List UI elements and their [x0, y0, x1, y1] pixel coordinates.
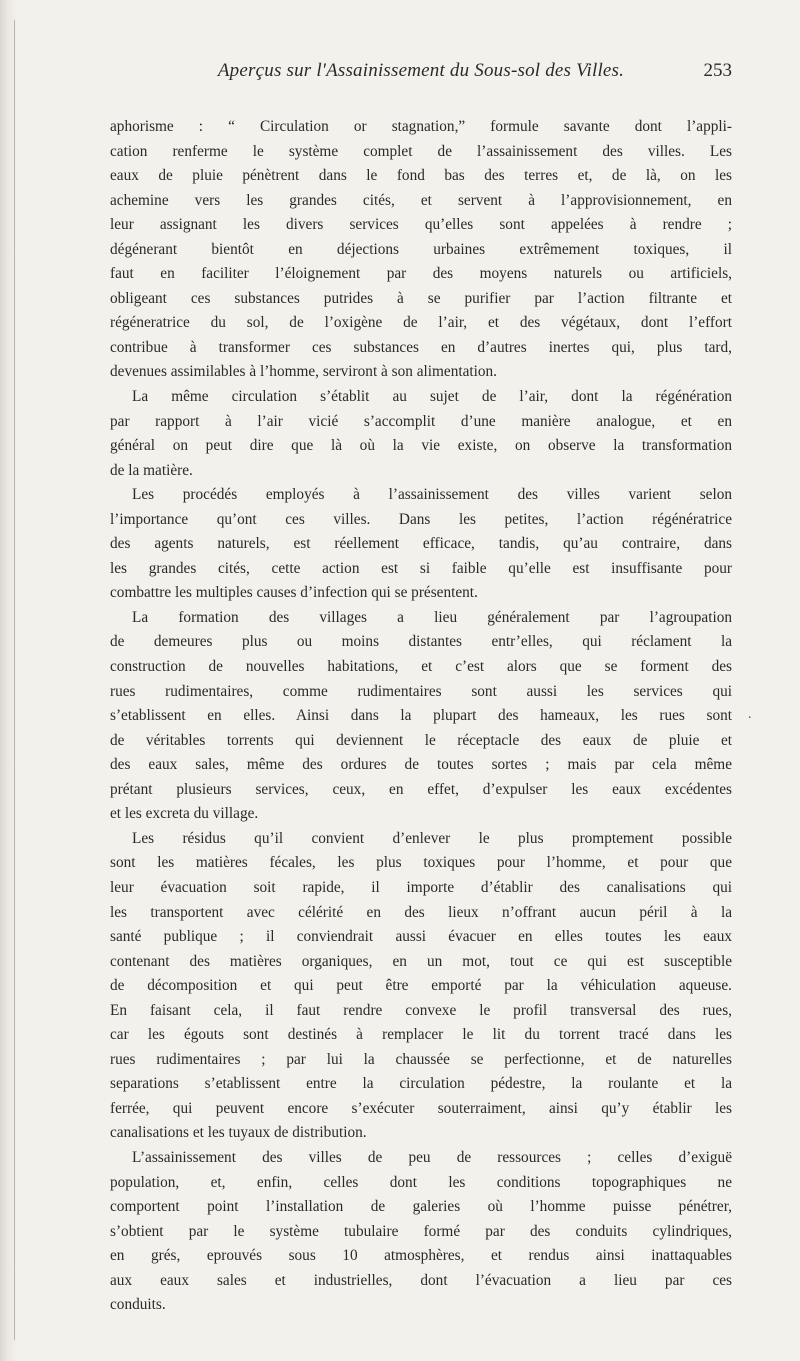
text-line: La même circulation s’établit au sujet de l’air, dont la régénération — [132, 388, 732, 406]
page-header — [110, 60, 732, 90]
text-line: s’obtient par le système tubulaire formé par des conduits cylindriques, — [110, 1222, 732, 1240]
text-line: faut en faciliter l’éloignement par des moyens naturels ou artificiels, — [110, 265, 732, 283]
body-text — [110, 115, 732, 1318]
text-line: leur assignant les divers services qu’elles sont appelées à rendre ; — [110, 216, 732, 234]
text-line: de demeures plus ou moins distantes entr’elles, qui réclament la — [110, 633, 732, 651]
text-line: construction de nouvelles habitations, et c’est alors que se forment des — [110, 658, 732, 676]
text-line: comportent point l’installation de galeries où l’homme puisse pénétrer, — [110, 1198, 732, 1216]
running-title: Aperçus sur l'Assainissement du Sous-sol des Villes. — [217, 60, 625, 81]
text-line: des eaux sales, même des ordures de toutes sortes ; mais par cela même — [110, 756, 732, 774]
text-line: prétant plusieurs services, ceux, en effet, d’expulser les eaux excédentes — [110, 780, 732, 798]
text-line: contenant des matières organiques, en un mot, tout ce qui est susceptible — [110, 952, 732, 970]
text-line: aphorisme : “ Circulation or stagnation,” formule savante dont l’appli- — [110, 118, 732, 135]
margin-mark: . — [748, 707, 752, 722]
text-line: Les résidus qu’il convient d’enlever le plus promptement possible — [132, 829, 732, 847]
text-line: contribue à transformer ces substances en d’autres inertes qui, plus tard, — [110, 338, 732, 356]
text-line: des agents naturels, est réellement efficace, tandis, qu’au contraire, dans — [110, 535, 732, 553]
text-line: rues rudimentaires ; par lui la chaussée se perfectionne, et de naturelles — [110, 1050, 732, 1068]
text-line: population, et, enfin, celles dont les conditions topographiques ne — [110, 1173, 732, 1191]
text-line: les grandes cités, cette action est si faible qu’elle est insuffisante pour — [110, 559, 732, 577]
text-line: cation renferme le système complet de l’assainissement des villes. Les — [110, 142, 732, 160]
text-line: devenues assimilables à l’homme, serviront à son alimentation. — [110, 363, 498, 381]
binding-edge — [14, 20, 15, 1340]
text-line: général on peut dire que là où la vie existe, on observe la transformation — [110, 437, 732, 455]
text-line: leur évacuation soit rapide, il importe d’établir des canalisations qui — [110, 878, 732, 896]
text-line: L’assainissement des villes de peu de ressources ; celles d’exiguë — [132, 1148, 732, 1166]
text-line: eaux de pluie pénètrent dans le fond bas des terres et, de là, on les — [110, 167, 732, 185]
text-line: dégénerant bientôt en déjections urbaines extrêmement toxiques, il — [110, 240, 732, 258]
page-number: 253 — [703, 60, 732, 81]
text-line: de décomposition et qui peut être emporté par la véhiculation aqueuse. — [110, 977, 732, 995]
text-line: par rapport à l’air vicié s’accomplit d’une manière analogue, et en — [110, 412, 732, 430]
text-line: La formation des villages a lieu généralement par l’agroupation — [132, 608, 732, 626]
text-line: obligeant ces substances putrides à se purifier par l’action filtrante et — [110, 289, 732, 307]
text-line: en grés, eprouvés sous 10 atmosphères, et rendus ainsi inattaquables — [110, 1247, 732, 1265]
text-line: rues rudimentaires, comme rudimentaires sont aussi les services qui — [110, 682, 732, 700]
text-line: canalisations et les tuyaux de distribution. — [110, 1124, 367, 1142]
text-line: de véritables torrents qui deviennent le réceptacle des eaux de pluie et — [110, 731, 732, 749]
text-line: de la matière. — [110, 461, 193, 479]
text-line: conduits. — [110, 1296, 166, 1314]
text-line: les transportent avec célérité en des lieux n’offrant aucun péril à la — [110, 903, 732, 921]
text-line: car les égouts sont destinés à remplacer le lit du torrent tracé dans les — [110, 1026, 732, 1044]
text-line: aux eaux sales et industrielles, dont l’évacuation a lieu par ces — [110, 1271, 732, 1289]
text-line: En faisant cela, il faut rendre convexe le profil transversal des rues, — [110, 1001, 732, 1019]
text-line: separations s’etablissent entre la circulation pédestre, la roulante et la — [110, 1075, 732, 1093]
text-line: ferrée, qui peuvent encore s’exécuter souterraiment, ainsi qu’y établir les — [110, 1099, 732, 1117]
text-line: sont les matières fécales, les plus toxiques pour l’homme, et pour que — [110, 854, 732, 872]
text-line: et les excreta du village. — [110, 805, 259, 823]
page-gutter-shadow — [0, 0, 18, 1361]
text-line: achemine vers les grandes cités, et servent à l’approvisionnement, en — [110, 191, 732, 209]
text-line: Les procédés employés à l’assainissement des villes varient selon — [132, 486, 732, 504]
text-line: régéneratrice du sol, de l’oxigène de l’air, et des végétaux, dont l’effort — [110, 314, 732, 332]
text-line: l’importance qu’ont ces villes. Dans les petites, l’action régénératrice — [110, 510, 732, 528]
text-line: combattre les multiples causes d’infection qui se présentent. — [110, 584, 478, 602]
text-line: santé publique ; il conviendrait aussi évacuer en elles toutes les eaux — [110, 928, 732, 946]
text-line: s’etablissent en elles. Ainsi dans la plupart des hameaux, les rues sont — [110, 707, 732, 725]
